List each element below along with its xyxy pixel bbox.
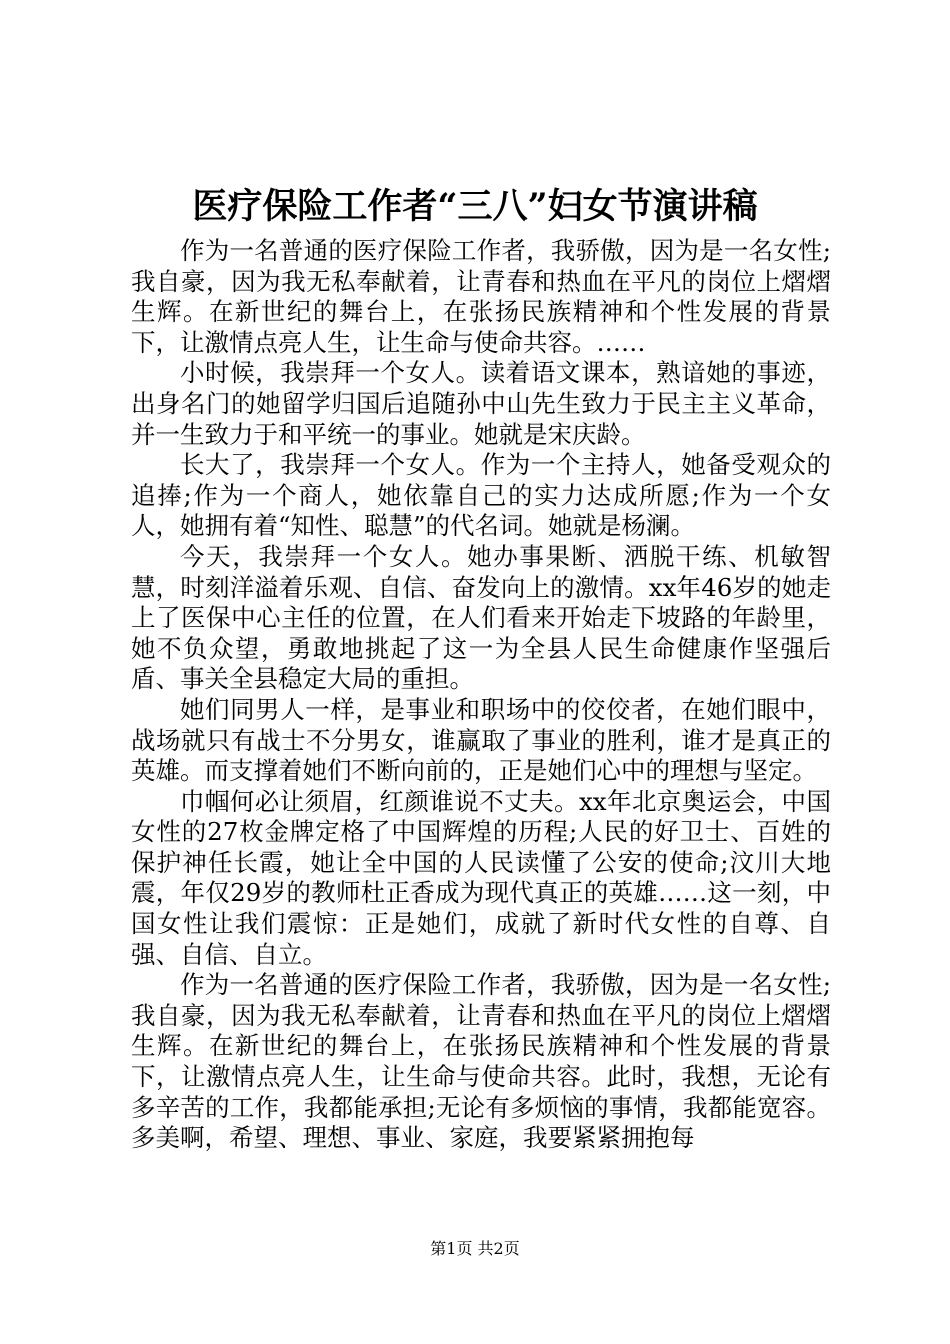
paragraph: 作为一名普通的医疗保险工作者，我骄傲，因为是一名女性;我自豪，因为我无私奉献着，让青春和热血在平凡的岗位上熠熠生辉。在新世纪的舞台上，在张扬民族精神和个性发展的背景下，让激情点亮人生，让生命与使命共容。…… — [131, 236, 831, 357]
paragraph: 作为一名普通的医疗保险工作者，我骄傲，因为是一名女性;我自豪，因为我无私奉献着，让青春和热血在平凡的岗位上熠熠生辉。在新世纪的舞台上，在张扬民族精神和个性发展的背景下，让激情点亮人生，让生命与使命共容。此时，我想，无论有多辛苦的工作，我都能承担;无论有多烦恼的事情，我都能宽容。多美啊，希望、理想、事业、家庭，我要紧紧拥抱每 — [131, 970, 831, 1153]
paragraph: 她们同男人一样，是事业和职场中的佼佼者，在她们眼中，战场就只有战士不分男女，谁赢取了事业的胜利，谁才是真正的英雄。而支撑着她们不断向前的，正是她们心中的理想与坚定。 — [131, 694, 831, 786]
paragraph: 小时候，我崇拜一个女人。读着语文课本，熟谙她的事迹，出身名门的她留学归国后追随孙中山先生致力于民主主义革命，并一生致力于和平统一的事业。她就是宋庆龄。 — [131, 358, 831, 449]
paragraph: 巾帼何必让须眉，红颜谁说不丈夫。xx年北京奥运会，中国女性的27枚金牌定格了中国辉煌的历程;人民的好卫士、百姓的保护神任长霞，她让全中国的人民读懂了公安的使命;汶川大地震，年仅29岁的教师杜正香成为现代真正的英雄……这一刻，中国女性让我们震惊：正是她们，成就了新时代女性的自尊、自强、自信、自立。 — [131, 786, 831, 969]
paragraph: 长大了，我崇拜一个女人。作为一个主持人，她备受观众的追捧;作为一个商人，她依靠自己的实力达成所愿;作为一个女人，她拥有着“知性、聪慧”的代名词。她就是杨澜。 — [131, 450, 831, 541]
paragraph: 今天，我崇拜一个女人。她办事果断、洒脱干练、机敏智慧，时刻洋溢着乐观、自信、奋发向上的激情。xx年46岁的她走上了医保中心主任的位置，在人们看来开始走下坡路的年龄里，她不负众望，勇敢地挑起了这一为全县人民生命健康作坚强后盾、事关全县稳定大局的重担。 — [131, 541, 831, 694]
page-number-footer: 第1页 共2页 — [430, 1239, 520, 1258]
document-body — [131, 236, 831, 1154]
document-title: 医疗保险工作者“三八”妇女节演讲稿 — [192, 186, 758, 227]
